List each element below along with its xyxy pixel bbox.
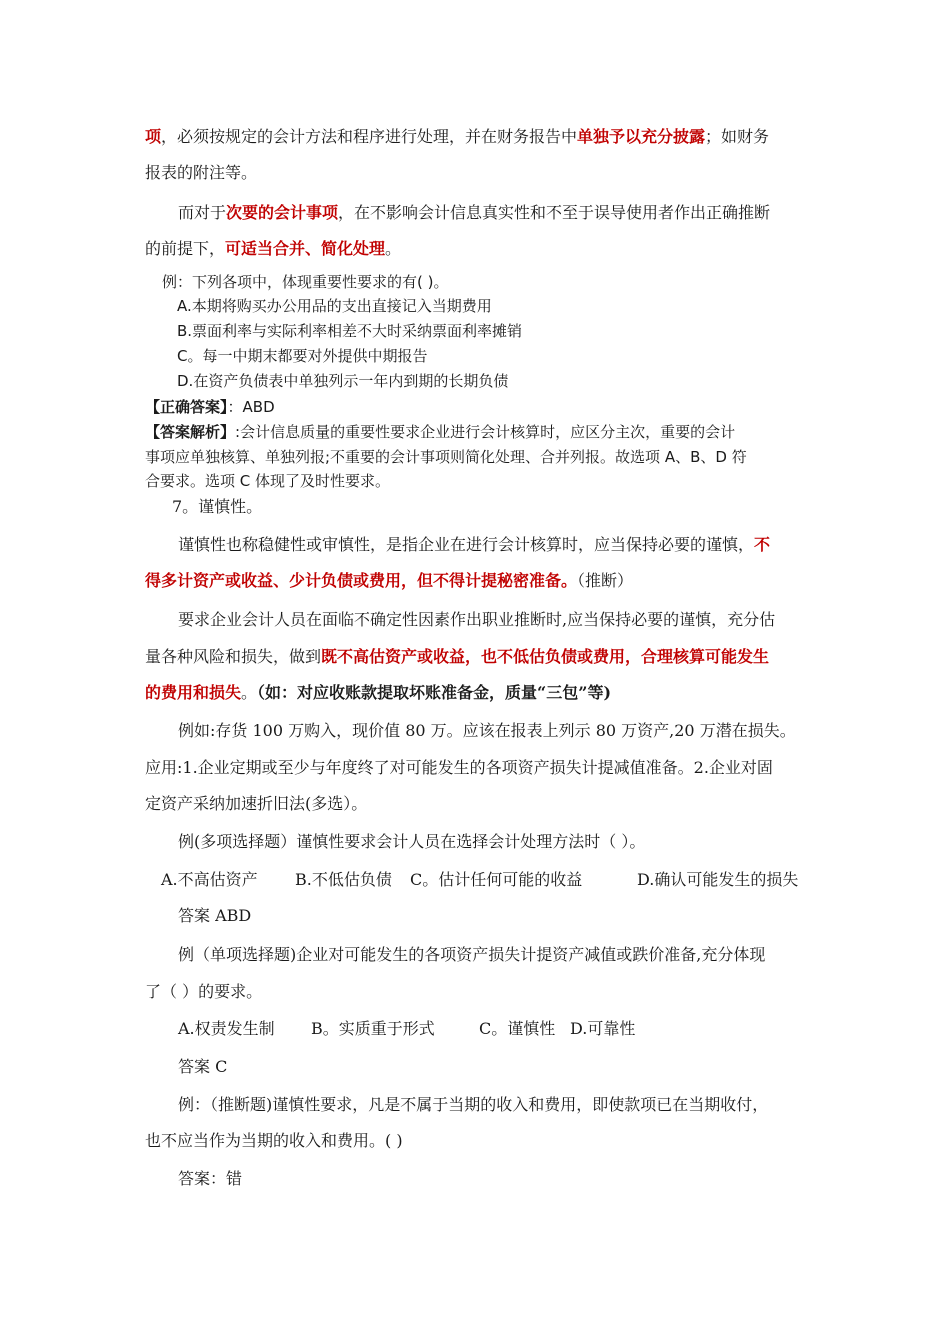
body-text: ，在不影响会计信息真实性和不至于误导使用者作出正确推断 bbox=[338, 203, 771, 222]
ex2-option-a: A.不高估资产 bbox=[161, 870, 258, 889]
ex1-analysis-line2: 事项应单独核算、单独列报;不重要的会计事项则简化处理、合并列报。故选项 A、B、D 符 bbox=[145, 448, 747, 466]
note-text: （如：对应收账款提取坏账准备金，质量“三包”等) bbox=[257, 683, 612, 702]
ex3-option-b: B。实质重于形式 bbox=[311, 1019, 435, 1038]
ex1-question: 例：下列各项中，体现重要性要求的有( )。 bbox=[162, 273, 449, 291]
ex3-option-c: C。谨慎性 bbox=[479, 1019, 556, 1038]
ex2-question: 例(多项选择题）谨慎性要求会计人员在选择会计处理方法时（ ）。 bbox=[178, 832, 646, 851]
section7-p2-line2 bbox=[145, 646, 769, 668]
highlight-text: 单独予以充分披露 bbox=[577, 127, 706, 146]
ex1-option-b: B.票面利率与实际利率相差不大时采纳票面利率摊销 bbox=[177, 322, 523, 340]
para1-line1 bbox=[145, 126, 769, 148]
body-text: 。 bbox=[241, 683, 258, 702]
para2-line1 bbox=[178, 202, 770, 224]
body-text: ；如财务 bbox=[705, 127, 770, 146]
body-text: 量各种风险和损失，做到 bbox=[145, 647, 322, 666]
body-text: 的前提下， bbox=[145, 239, 226, 258]
ex1-analysis-line1 bbox=[145, 421, 735, 443]
para1-line2: 报表的附注等。 bbox=[145, 163, 258, 182]
highlight-text: 可适当合并、简化处理 bbox=[225, 239, 386, 258]
section7-application-line1: 应用:1.企业定期或至少与年度终了对可能发生的各项资产损失计提减值准备。2.企业对固 bbox=[145, 758, 773, 777]
analysis-text: :会计信息质量的重要性要求企业进行会计核算时，应区分主次，重要的会计 bbox=[235, 423, 736, 441]
body-text: 谨慎性也称稳健性或审慎性，是指企业在进行会计核算时，应当保持必要的谨慎， bbox=[178, 535, 755, 554]
ex2-answer: 答案 ABD bbox=[178, 906, 252, 925]
highlight-text: 次要的会计事项 bbox=[226, 203, 339, 222]
ex4-question-line1: 例：（推断题)谨慎性要求，凡是不属于当期的收入和费用，即使款项已在当期收付， bbox=[178, 1095, 769, 1114]
section7-p2-line1: 要求企业会计人员在面临不确定性因素作出职业推断时,应当保持必要的谨慎，充分估 bbox=[178, 610, 776, 629]
ex2-option-c: C。估计任何可能的收益 bbox=[410, 870, 583, 889]
ex3-question-line1: 例（单项选择题)企业对可能发生的各项资产损失计提资产减值或跌价准备,充分体现 bbox=[178, 945, 766, 964]
ex3-question-line2: 了（ ）的要求。 bbox=[145, 982, 263, 1001]
section7-example: 例如:存货 100 万购入，现价值 80 万。应该在报表上列示 80 万资产,20 万潜在损失。 bbox=[178, 721, 796, 740]
para2-line2 bbox=[145, 238, 401, 260]
body-text: （推断） bbox=[577, 571, 634, 590]
ex1-option-c: C。每一中期末都要对外提供中期报告 bbox=[177, 347, 428, 365]
highlight-text: 项 bbox=[145, 127, 162, 146]
ex3-answer: 答案 C bbox=[178, 1057, 228, 1076]
highlight-text: 得多计资产或收益、少计负债或费用，但不得计提秘密准备。 bbox=[145, 571, 578, 590]
highlight-text: 不 bbox=[754, 535, 771, 554]
ex3-option-d: D.可靠性 bbox=[570, 1019, 636, 1038]
section7-application-line2: 定资产采纳加速折旧法(多选）。 bbox=[145, 794, 368, 813]
ex1-option-a: A.本期将购买办公用品的支出直接记入当期费用 bbox=[177, 297, 492, 315]
ex1-option-d: D.在资产负债表中单独列示一年内到期的长期负债 bbox=[177, 372, 509, 390]
ex4-answer: 答案：错 bbox=[178, 1169, 243, 1188]
body-text: 而对于 bbox=[178, 203, 227, 222]
body-text: ，必须按规定的会计方法和程序进行处理，并在财务报告中 bbox=[161, 127, 578, 146]
ex1-analysis-line3: 合要求。选项 C 体现了及时性要求。 bbox=[145, 472, 391, 490]
ex4-question-line2: 也不应当作为当期的收入和费用。( ) bbox=[145, 1131, 403, 1150]
section7-p2-line3 bbox=[145, 682, 611, 704]
ex1-answer bbox=[145, 396, 275, 418]
answer-label: 【正确答案】 bbox=[145, 398, 228, 416]
highlight-text: 既不高估资产或收益，也不低估负债或费用，合理核算可能发生 bbox=[321, 647, 770, 666]
section7-heading: 7。谨慎性。 bbox=[172, 497, 263, 516]
analysis-label: 【答案解析】 bbox=[145, 423, 236, 441]
answer-value: ：ABD bbox=[227, 398, 275, 416]
highlight-text: 的费用和损失 bbox=[145, 683, 242, 702]
ex3-option-a: A.权责发生制 bbox=[178, 1019, 275, 1038]
section7-p1-line2 bbox=[145, 570, 633, 592]
ex2-option-b: B.不低估负债 bbox=[295, 870, 392, 889]
section7-p1-line1 bbox=[178, 534, 770, 556]
ex2-option-d: D.确认可能发生的损失 bbox=[637, 870, 799, 889]
body-text: 。 bbox=[385, 239, 402, 258]
